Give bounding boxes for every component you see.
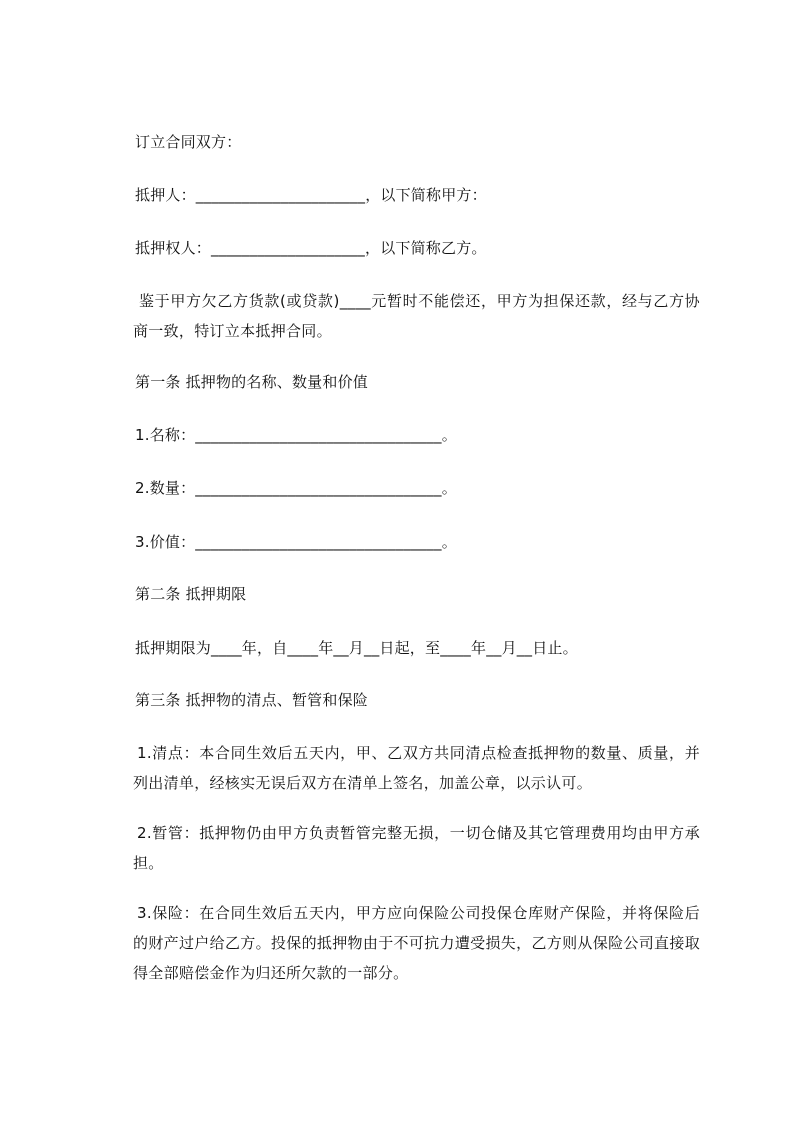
preamble-paragraph: 鉴于甲方欠乙方货款(或贷款)____元暂时不能偿还，甲方为担保还款，经与乙方协商一致，特订立本抵押合同。 <box>133 292 700 340</box>
mortgagee-line: 抵押权人：____________________，以下简称乙方。 <box>135 239 487 257</box>
parties-heading: 订立合同双方： <box>135 133 242 151</box>
article3-title: 第三条 抵押物的清点、暂管和保险 <box>135 691 368 709</box>
article1-title: 第一条 抵押物的名称、数量和价值 <box>135 373 368 391</box>
article1-item-quantity: 2.数量：________________________________。 <box>135 479 457 497</box>
article1-item-name: 1.名称：________________________________。 <box>135 426 457 444</box>
article3-item-inventory: 1.清点：本合同生效后五天内，甲、乙双方共同清点检查抵押物的数量、质量，并列出清单，经核实无误后双方在清单上签名，加盖公章，以示认可。 <box>133 744 700 792</box>
article2-title: 第二条 抵押期限 <box>135 585 247 603</box>
mortgagor-line: 抵押人：______________________，以下简称甲方： <box>135 186 487 204</box>
article2-term: 抵押期限为____年，自____年__月__日起，至____年__月__日止。 <box>135 639 578 657</box>
article3-item-insurance: 3.保险：在合同生效后五天内，甲方应向保险公司投保仓库财产保险，并将保险后的财产过户给乙方。投保的抵押物由于不可抗力遭受损失，乙方则从保险公司直接取得全部赔偿金作为归还所欠款的一部分。 <box>133 904 700 982</box>
article3-item-custody: 2.暂管：抵押物仍由甲方负责暂管完整无损，一切仓储及其它管理费用均由甲方承担。 <box>133 824 700 872</box>
article1-item-value: 3.价值：________________________________。 <box>135 533 457 551</box>
